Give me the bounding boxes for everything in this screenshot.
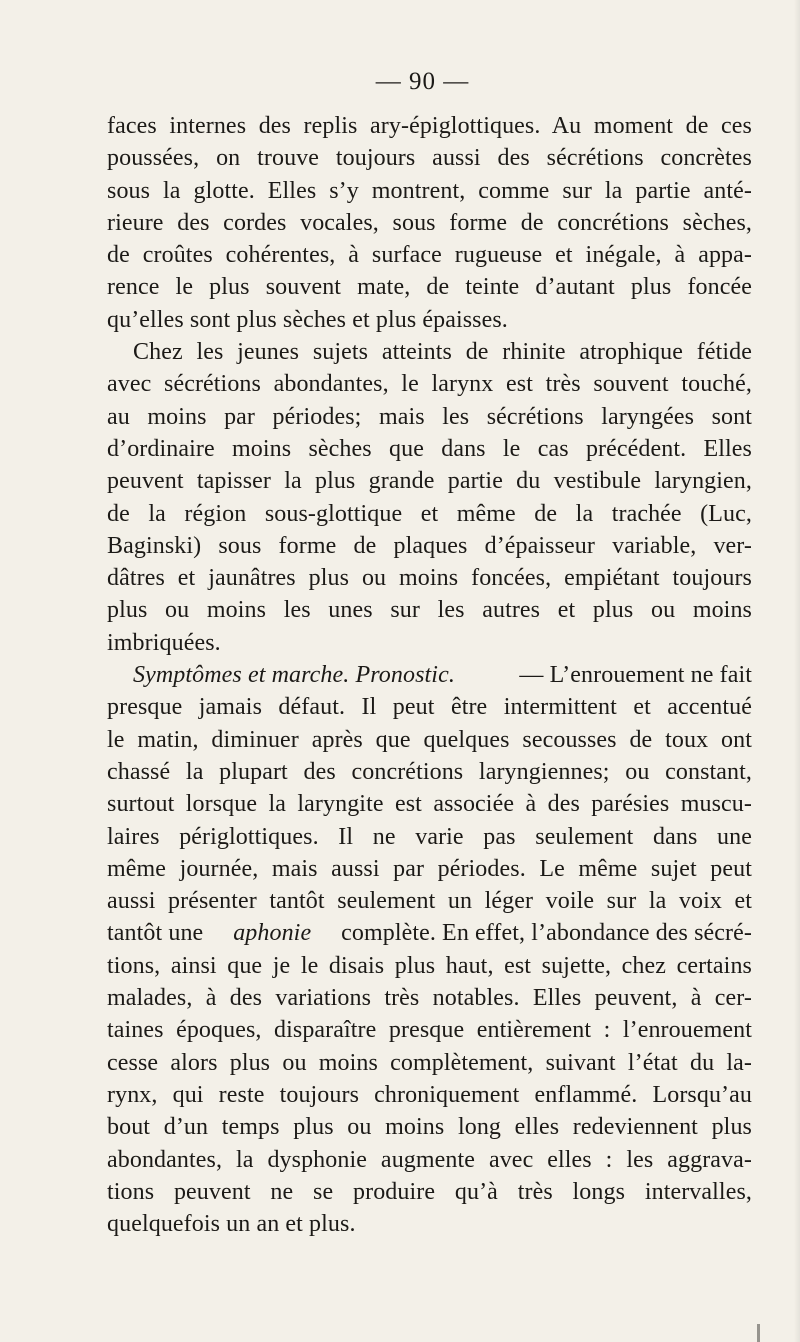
text-line-italic — [107, 917, 752, 949]
body-text — [107, 110, 752, 1240]
text-line: Chez les jeunes sujets atteints de rhinite atrophique fétide — [133, 339, 752, 366]
text-line: qu’elles sont plus sèches et plus épaisses. — [107, 306, 508, 333]
text-line: au moins par périodes; mais les sécrétions laryngées sont — [107, 403, 752, 430]
section-heading-rest: — L’enrouement ne fait — [519, 662, 752, 689]
section-heading: Symptômes et marche. Pronostic. — [133, 662, 455, 689]
text-line: le matin, diminuer après que quelques secousses de toux ont — [107, 726, 752, 753]
text-line: bout d’un temps plus ou moins long elles redeviennent plus — [107, 1114, 752, 1141]
text-line: cesse alors plus ou moins complètement, suivant l’état du la- — [107, 1049, 752, 1076]
text-line: sous la glotte. Elles s’y montrent, comme sur la partie anté- — [107, 177, 752, 204]
text-line: aussi présenter tantôt seulement un léger voile sur la voix et — [107, 888, 752, 915]
text-line: de la région sous-glottique et même de la trachée (Luc, — [107, 500, 752, 527]
text-line: faces internes des replis ary-épiglottiques. Au moment de ces — [107, 113, 752, 139]
text-line: malades, à des variations très notables. Elles peuvent, à cer- — [107, 985, 752, 1012]
text-line: abondantes, la dysphonie augmente avec elles : les aggrava- — [107, 1146, 752, 1173]
text-line: laires périglottiques. Il ne varie pas seulement dans une — [107, 823, 752, 850]
text-line: peuvent tapisser la plus grande partie du vestibule laryngien, — [107, 468, 752, 495]
text-line: plus ou moins les unes sur les autres et plus ou moins — [107, 597, 752, 624]
section-heading-line — [107, 659, 752, 691]
text-line: de croûtes cohérentes, à surface rugueuse et inégale, à appa- — [107, 242, 752, 269]
text-line: poussées, on trouve toujours aussi des sécrétions concrètes — [107, 145, 752, 172]
text-line: rieure des cordes vocales, sous forme de concrétions sèches, — [107, 209, 752, 236]
scan-margin-mark — [757, 1324, 760, 1342]
text-line: surtout lorsque la laryngite est associée à des parésies muscu- — [107, 791, 752, 818]
page-number: — 90 — — [375, 68, 470, 95]
text-line: tions peuvent ne se produire qu’à très longs intervalles, — [107, 1178, 752, 1205]
text-fragment: complète. En effet, l’abondance des sécré- — [341, 920, 752, 947]
text-line: même journée, mais aussi par périodes. Le même sujet peut — [107, 855, 752, 882]
text-line: chassé la plupart des concrétions laryngiennes; ou constant, — [107, 758, 752, 785]
text-line: taines époques, disparaître presque entièrement : l’enrouement — [107, 1017, 752, 1044]
text-line: rence le plus souvent mate, de teinte d’autant plus foncée — [107, 274, 752, 301]
scan-edge-shadow — [794, 0, 800, 1342]
text-line: Baginski) sous forme de plaques d’épaisseur variable, ver- — [107, 532, 752, 559]
text-line: dâtres et jaunâtres plus ou moins foncées, empiétant toujours — [107, 565, 752, 592]
text-line: d’ordinaire moins sèches que dans le cas précédent. Elles — [107, 435, 752, 462]
text-line: presque jamais défaut. Il peut être intermittent et accentué — [107, 694, 752, 721]
text-line: tions, ainsi que je le disais plus haut, est sujette, chez certains — [107, 952, 752, 979]
text-line: quelquefois un an et plus. — [107, 1211, 356, 1238]
text-line: avec sécrétions abondantes, le larynx est très souvent touché, — [107, 371, 752, 398]
text-fragment: tantôt une — [107, 920, 204, 947]
emphasis-word: aphonie — [233, 920, 312, 947]
text-line: rynx, qui reste toujours chroniquement enflammé. Lorsqu’au — [107, 1081, 752, 1108]
text-line: imbriquées. — [107, 629, 221, 656]
